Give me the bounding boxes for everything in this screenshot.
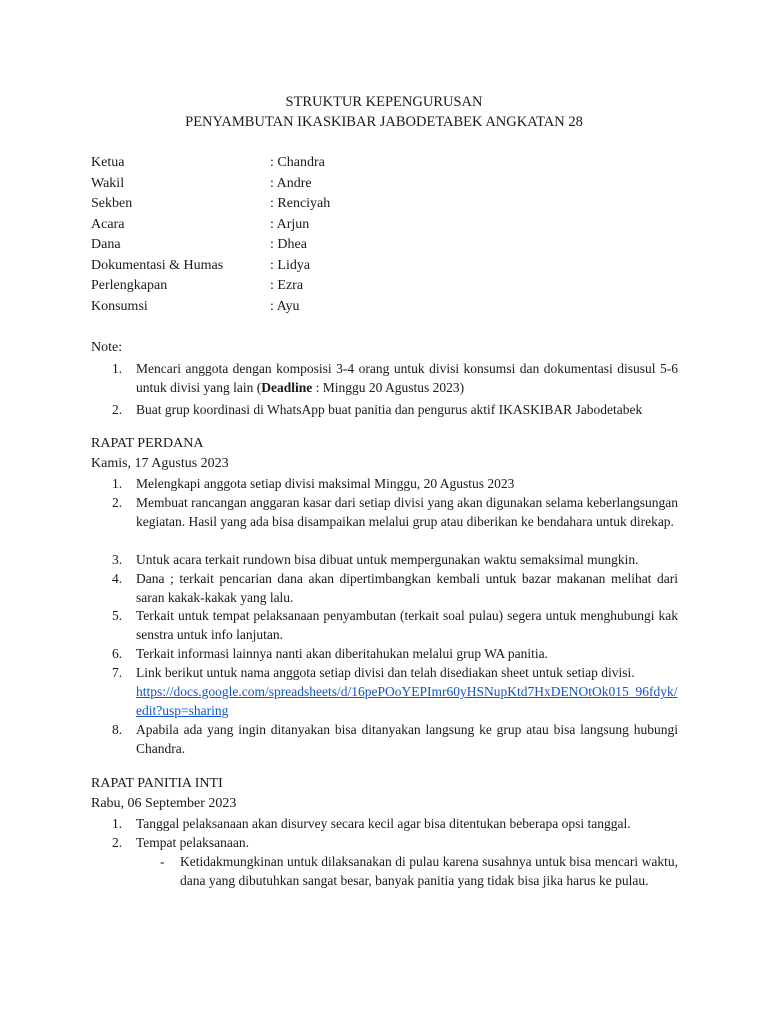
role-label: Dokumentasi & Humas [91,258,224,273]
note-label: Note: [91,340,123,355]
section-date: Rabu, 06 September 2023 [91,796,237,811]
list-number: 5. [112,608,123,623]
list-text: Tempat pelaksanaan. [136,835,250,850]
list-text [136,663,678,720]
role-label: Perlengkapan [91,278,168,293]
role-label: Ketua [91,155,125,170]
list-text: Apabila ada yang ingin ditanyakan bisa ditanyakan langsung ke grup atau bisa langsung hubungi Chandra. [136,722,678,756]
section-heading: RAPAT PANITIA INTI [91,776,223,791]
list-text: Melengkapi anggota setiap divisi maksimal Minggu, 20 Agustus 2023 [136,476,515,491]
role-label: Konsumsi [91,299,148,314]
member-name: : Ayu [270,299,300,314]
list-number: 2. [112,495,123,510]
note-text: Mencari anggota dengan komposisi 3-4 orang untuk divisi konsumsi dan dokumentasi disusul 5-6 untuk divisi yang lain (Deadline : Minggu 20 Agustus 2023) [136,361,678,395]
document-title: STRUKTUR KEPENGURUSAN [285,94,483,110]
member-name: : Arjun [270,217,310,232]
member-name: : Andre [270,176,312,191]
list-text: Terkait informasi lainnya nanti akan diberitahukan melalui grup WA panitia. [136,646,548,661]
list-number: 8. [112,722,123,737]
role-label: Dana [91,237,121,252]
list-text-content: Link berikut untuk nama anggota setiap divisi dan telah disediakan sheet untuk setiap divisi. [136,665,635,680]
list-number: 6. [112,646,123,661]
role-label: Acara [91,217,125,232]
list-text: Untuk acara terkait rundown bisa dibuat untuk mempergunakan waktu semaksimal mungkin. [136,552,639,567]
list-number: 4. [112,571,123,586]
document-subtitle: PENYAMBUTAN IKASKIBAR JABODETABEK ANGKATAN 28 [185,114,583,130]
section-heading: RAPAT PERDANA [91,436,204,451]
list-text: Terkait untuk tempat pelaksanaan penyambutan (terkait soal pulau) segera untuk menghubungi kak senstra untuk info lanjutan. [136,608,678,642]
list-text: Dana ; terkait pencarian dana akan dipertimbangkan kembali untuk bazar makanan melihat dari saran kakak-kakak yang lalu. [136,571,678,605]
role-label: Sekben [91,196,133,211]
list-text: Membuat rancangan anggaran kasar dari setiap divisi yang akan digunakan selama keberlangsungan kegiatan. Hasil yang ada bisa disampaikan melalui grup atau diberikan ke bendahara untuk direkap. [136,495,678,529]
section-date: Kamis, 17 Agustus 2023 [91,456,229,471]
sub-list-text: Ketidakmungkinan untuk dilaksanakan di pulau karena susahnya untuk bisa mencari waktu, dana yang dibutuhkan sangat besar, banyak panitia yang tidak bisa jika harus ke pulau. [180,854,678,888]
deadline-label: Deadline [261,380,313,395]
note-text: Buat grup koordinasi di WhatsApp buat panitia dan pengurus aktif IKASKIBAR Jabodetabek [136,402,643,417]
member-name: : Lidya [270,258,311,273]
list-number: 3. [112,552,123,567]
member-name: : Chandra [270,155,325,170]
list-number: 2. [112,402,123,417]
list-number: 1. [112,361,123,376]
member-name: : Renciyah [270,196,331,211]
spreadsheet-link[interactable]: https://docs.google.com/spreadsheets/d/16pePOoYEPImr60yHSNupKtd7HxDENOtOk015_96fdyk/edit?usp=sharing [136,684,678,718]
dash-bullet: - [160,854,165,869]
list-number: 7. [112,665,123,680]
list-number: 1. [112,816,123,831]
list-number: 2. [112,835,123,850]
list-number: 1. [112,476,123,491]
role-label: Wakil [91,176,125,191]
member-name: : Dhea [270,237,307,252]
list-text: Tanggal pelaksanaan akan disurvey secara kecil agar bisa ditentukan beberapa opsi tanggal. [136,816,631,831]
member-name: : Ezra [270,278,304,293]
